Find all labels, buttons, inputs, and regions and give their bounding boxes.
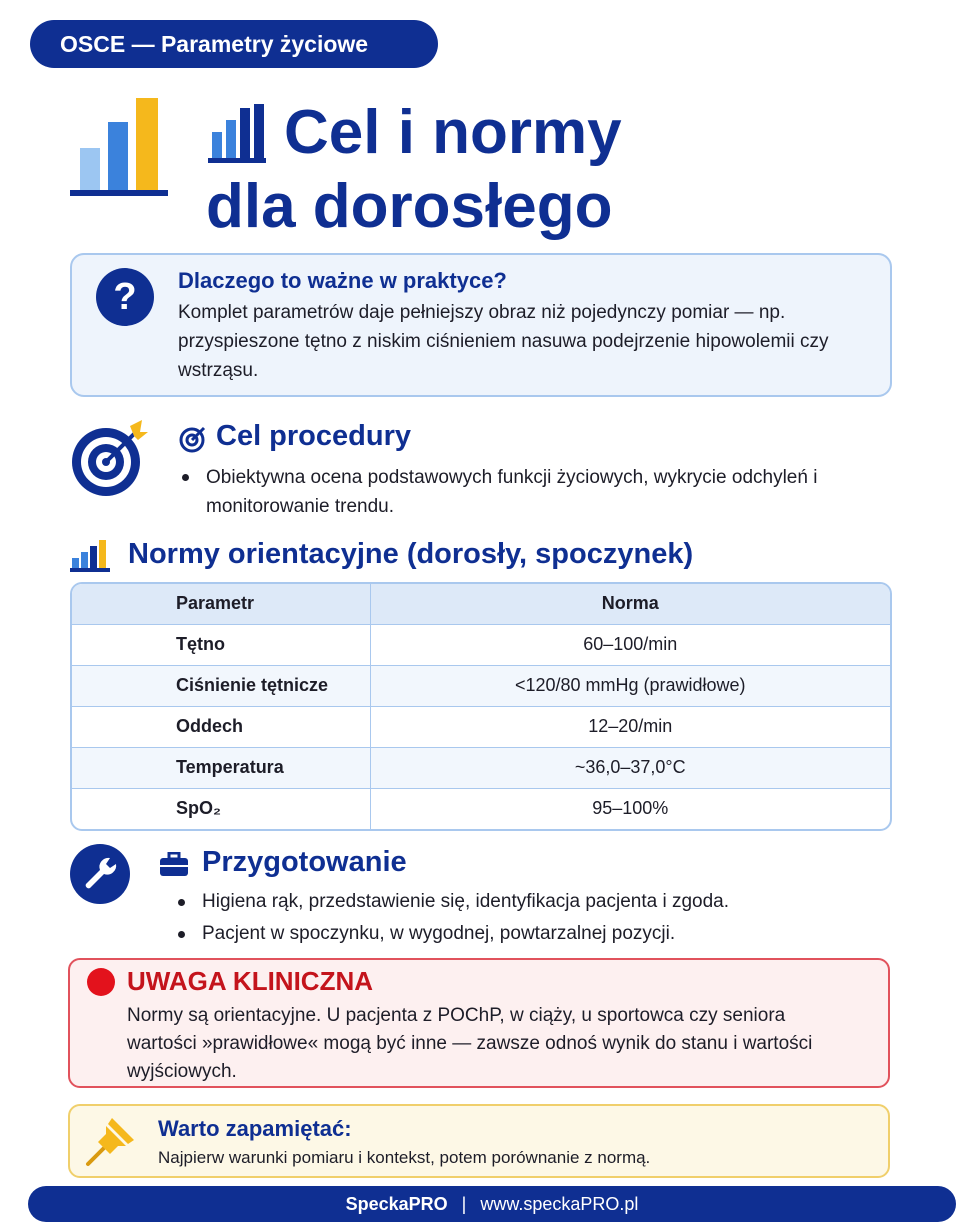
remember-heading: Warto zapamiętać: [158, 1116, 352, 1141]
row-parameter: SpO₂ [72, 788, 370, 829]
red-dot-icon [87, 968, 115, 996]
row-norm: <120/80 mmHg (prawidłowe) [370, 665, 890, 706]
remember-body: Najpierw warunki pomiaru i kontekst, potem porównanie z normą. [158, 1148, 651, 1167]
why-body: Komplet parametrów daje pełniejszy obraz niż pojedynczy pomiar — np. przyspieszone tętno z niskim ciśnieniem nasuwa podejrzenie hipowolemii czy wstrząsu. [178, 302, 829, 381]
norms-heading: Normy orientacyjne (dorosły, spoczynek) [128, 538, 694, 570]
table-row [72, 788, 890, 829]
column-header-norm: Norma [370, 584, 890, 624]
row-norm: 95–100% [370, 788, 890, 829]
table-row [72, 624, 890, 665]
warning-body: Normy są orientacyjne. U pacjenta z POChP, w ciąży, u sportowca czy seniora wartości »prawidłowe« mogą być inne — zawsze odnoś wynik do stanu i wartości wyjściowych. [127, 1005, 813, 1082]
prep-list [174, 886, 894, 950]
table-row [72, 747, 890, 788]
table-row [72, 665, 890, 706]
wrench-icon [70, 844, 130, 904]
prep-heading: Przygotowanie [202, 846, 407, 878]
footer-url[interactable]: www.speckaPRO.pl [480, 1194, 639, 1214]
title-line-2: dla dorosłego [206, 172, 613, 241]
row-parameter: Temperatura [72, 747, 370, 788]
briefcase-icon [160, 852, 188, 876]
goal-list [178, 463, 898, 521]
row-norm: ~36,0–37,0°C [370, 747, 890, 788]
question-icon: ? [96, 268, 154, 326]
title-line-1: Cel i normy [284, 98, 622, 167]
prep-item: Higiena rąk, przedstawienie się, identyfikacja pacjenta i zgoda. [174, 886, 894, 918]
pushpin-icon [84, 1112, 140, 1168]
why-heading: Dlaczego to ważne w praktyce? [178, 268, 507, 293]
norms-chart-icon [70, 540, 110, 572]
goal-target-icon [178, 424, 208, 454]
target-icon [70, 418, 150, 498]
row-parameter: Oddech [72, 706, 370, 747]
column-header-parameter: Parametr [72, 584, 370, 624]
row-parameter: Tętno [72, 624, 370, 665]
row-parameter: Ciśnienie tętnicze [72, 665, 370, 706]
norms-table [70, 582, 892, 831]
warning-heading: UWAGA KLINICZNA [127, 966, 374, 996]
footer-brand: SpeckaPRO [345, 1194, 448, 1214]
table-header-row [72, 584, 890, 624]
goal-item: Obiektywna ocena podstawowych funkcji życiowych, wykrycie odchyleń i monitorowanie trendu. [178, 463, 898, 521]
page-title [206, 96, 906, 244]
bar-chart-icon [70, 96, 170, 200]
table-row [72, 706, 890, 747]
goal-heading: Cel procedury [216, 420, 411, 452]
footer-bar [28, 1186, 956, 1222]
prep-item: Pacjent w spoczynku, w wygodnej, powtarzalnej pozycji. [174, 918, 894, 950]
header-badge: OSCE — Parametry życiowe [30, 20, 438, 68]
row-norm: 60–100/min [370, 624, 890, 665]
row-norm: 12–20/min [370, 706, 890, 747]
footer-separator: | [461, 1194, 467, 1214]
